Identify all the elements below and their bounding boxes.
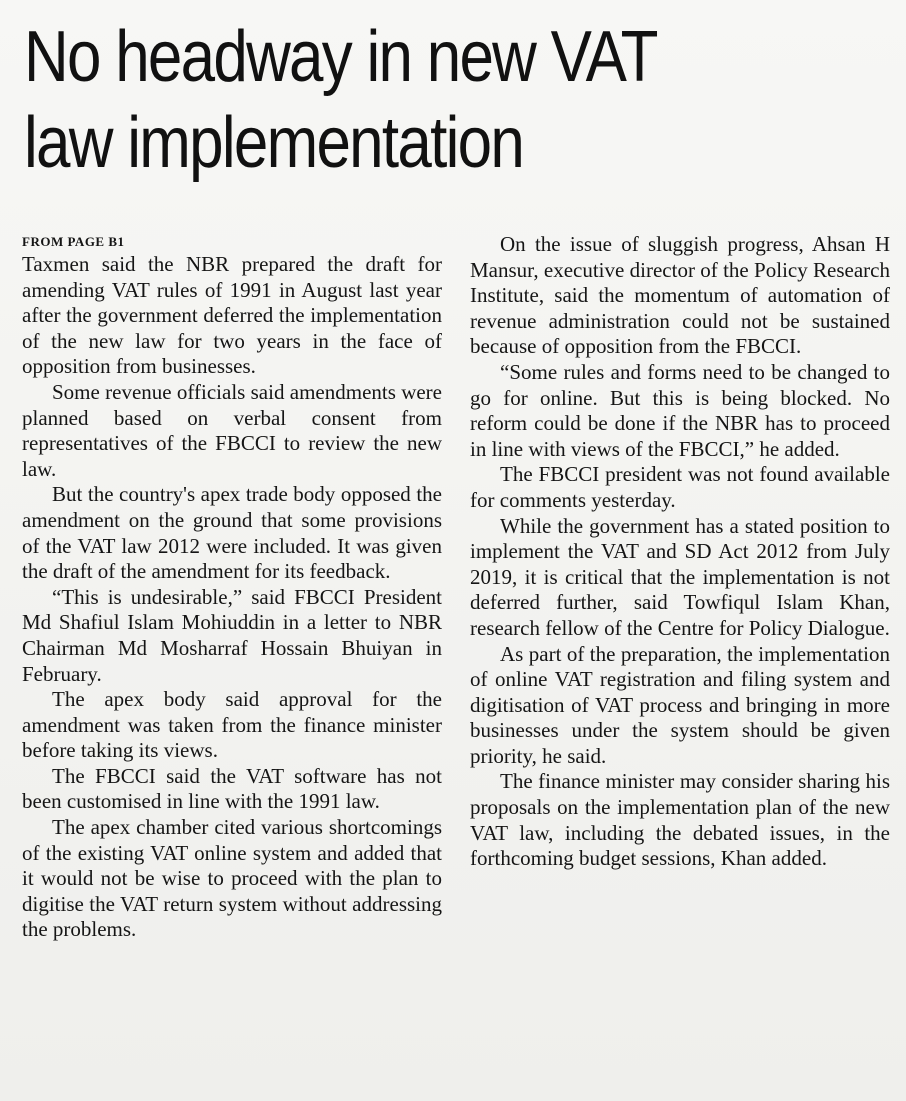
paragraph: Some revenue officials said amendments were planned based on verbal consent from representatives of the FBCCI to review the new law. [22, 379, 442, 481]
paragraph: The FBCCI president was not found available for comments yesterday. [470, 462, 890, 512]
paragraph: “Some rules and forms need to be changed to go for online. But this is being blocked. No reform could be done if the NBR has to proceed in line with views of the FBCCI,” he added. [470, 359, 890, 461]
paragraph: The finance minister may consider sharing his proposals on the implementation plan of the new VAT law, including the debated issues, in the forthcoming budget sessions, Khan added. [470, 769, 890, 871]
headline [24, 14, 764, 186]
paragraph: The apex chamber cited various shortcomings of the existing VAT online system and added that it would not be wise to proceed with the plan to digitise the VAT return system without addressing the problems. [22, 815, 442, 942]
paragraph: The FBCCI said the VAT software has not been customised in line with the 1991 law. [22, 763, 442, 814]
headline-line-1: No headway in new VAT [24, 17, 657, 97]
continuation-kicker: FROM PAGE B1 [22, 234, 125, 249]
left-column [22, 232, 442, 943]
paragraph: While the government has a stated position to implement the VAT and SD Act 2012 from July 2019, it is critical that the implementation is not deferred further, said Towfiqul Islam Khan, research fellow of the Centre for Policy Dialogue. [470, 513, 890, 640]
paragraph: The apex body said approval for the amendment was taken from the finance minister before taking its views. [22, 687, 442, 763]
paragraph: On the issue of sluggish progress, Ahsan H Mansur, executive director of the Policy Research Institute, said the momentum of automation of revenue administration could not be sustained because of opposition from the FBCCI. [470, 232, 890, 359]
paragraph: Taxmen said the NBR prepared the draft for amending VAT rules of 1991 in August last year after the government deferred the implementation of the new law for two years in the face of opposition from businesses. [22, 252, 442, 379]
headline-line-2: law implementation [24, 103, 524, 183]
paragraph: “This is undesirable,” said FBCCI President Md Shafiul Islam Mohiuddin in a letter to NBR Chairman Md Mosharraf Hossain Bhuiyan in February. [22, 584, 442, 686]
paragraph: As part of the preparation, the implementation of online VAT registration and filing system and digitisation of VAT process and bringing in more businesses under the system should be given priority, he said. [470, 641, 890, 768]
paragraph: But the country's apex trade body opposed the amendment on the ground that some provisions of the VAT law 2012 were included. It was given the draft of the amendment for its feedback. [22, 482, 442, 584]
right-column [470, 232, 890, 872]
